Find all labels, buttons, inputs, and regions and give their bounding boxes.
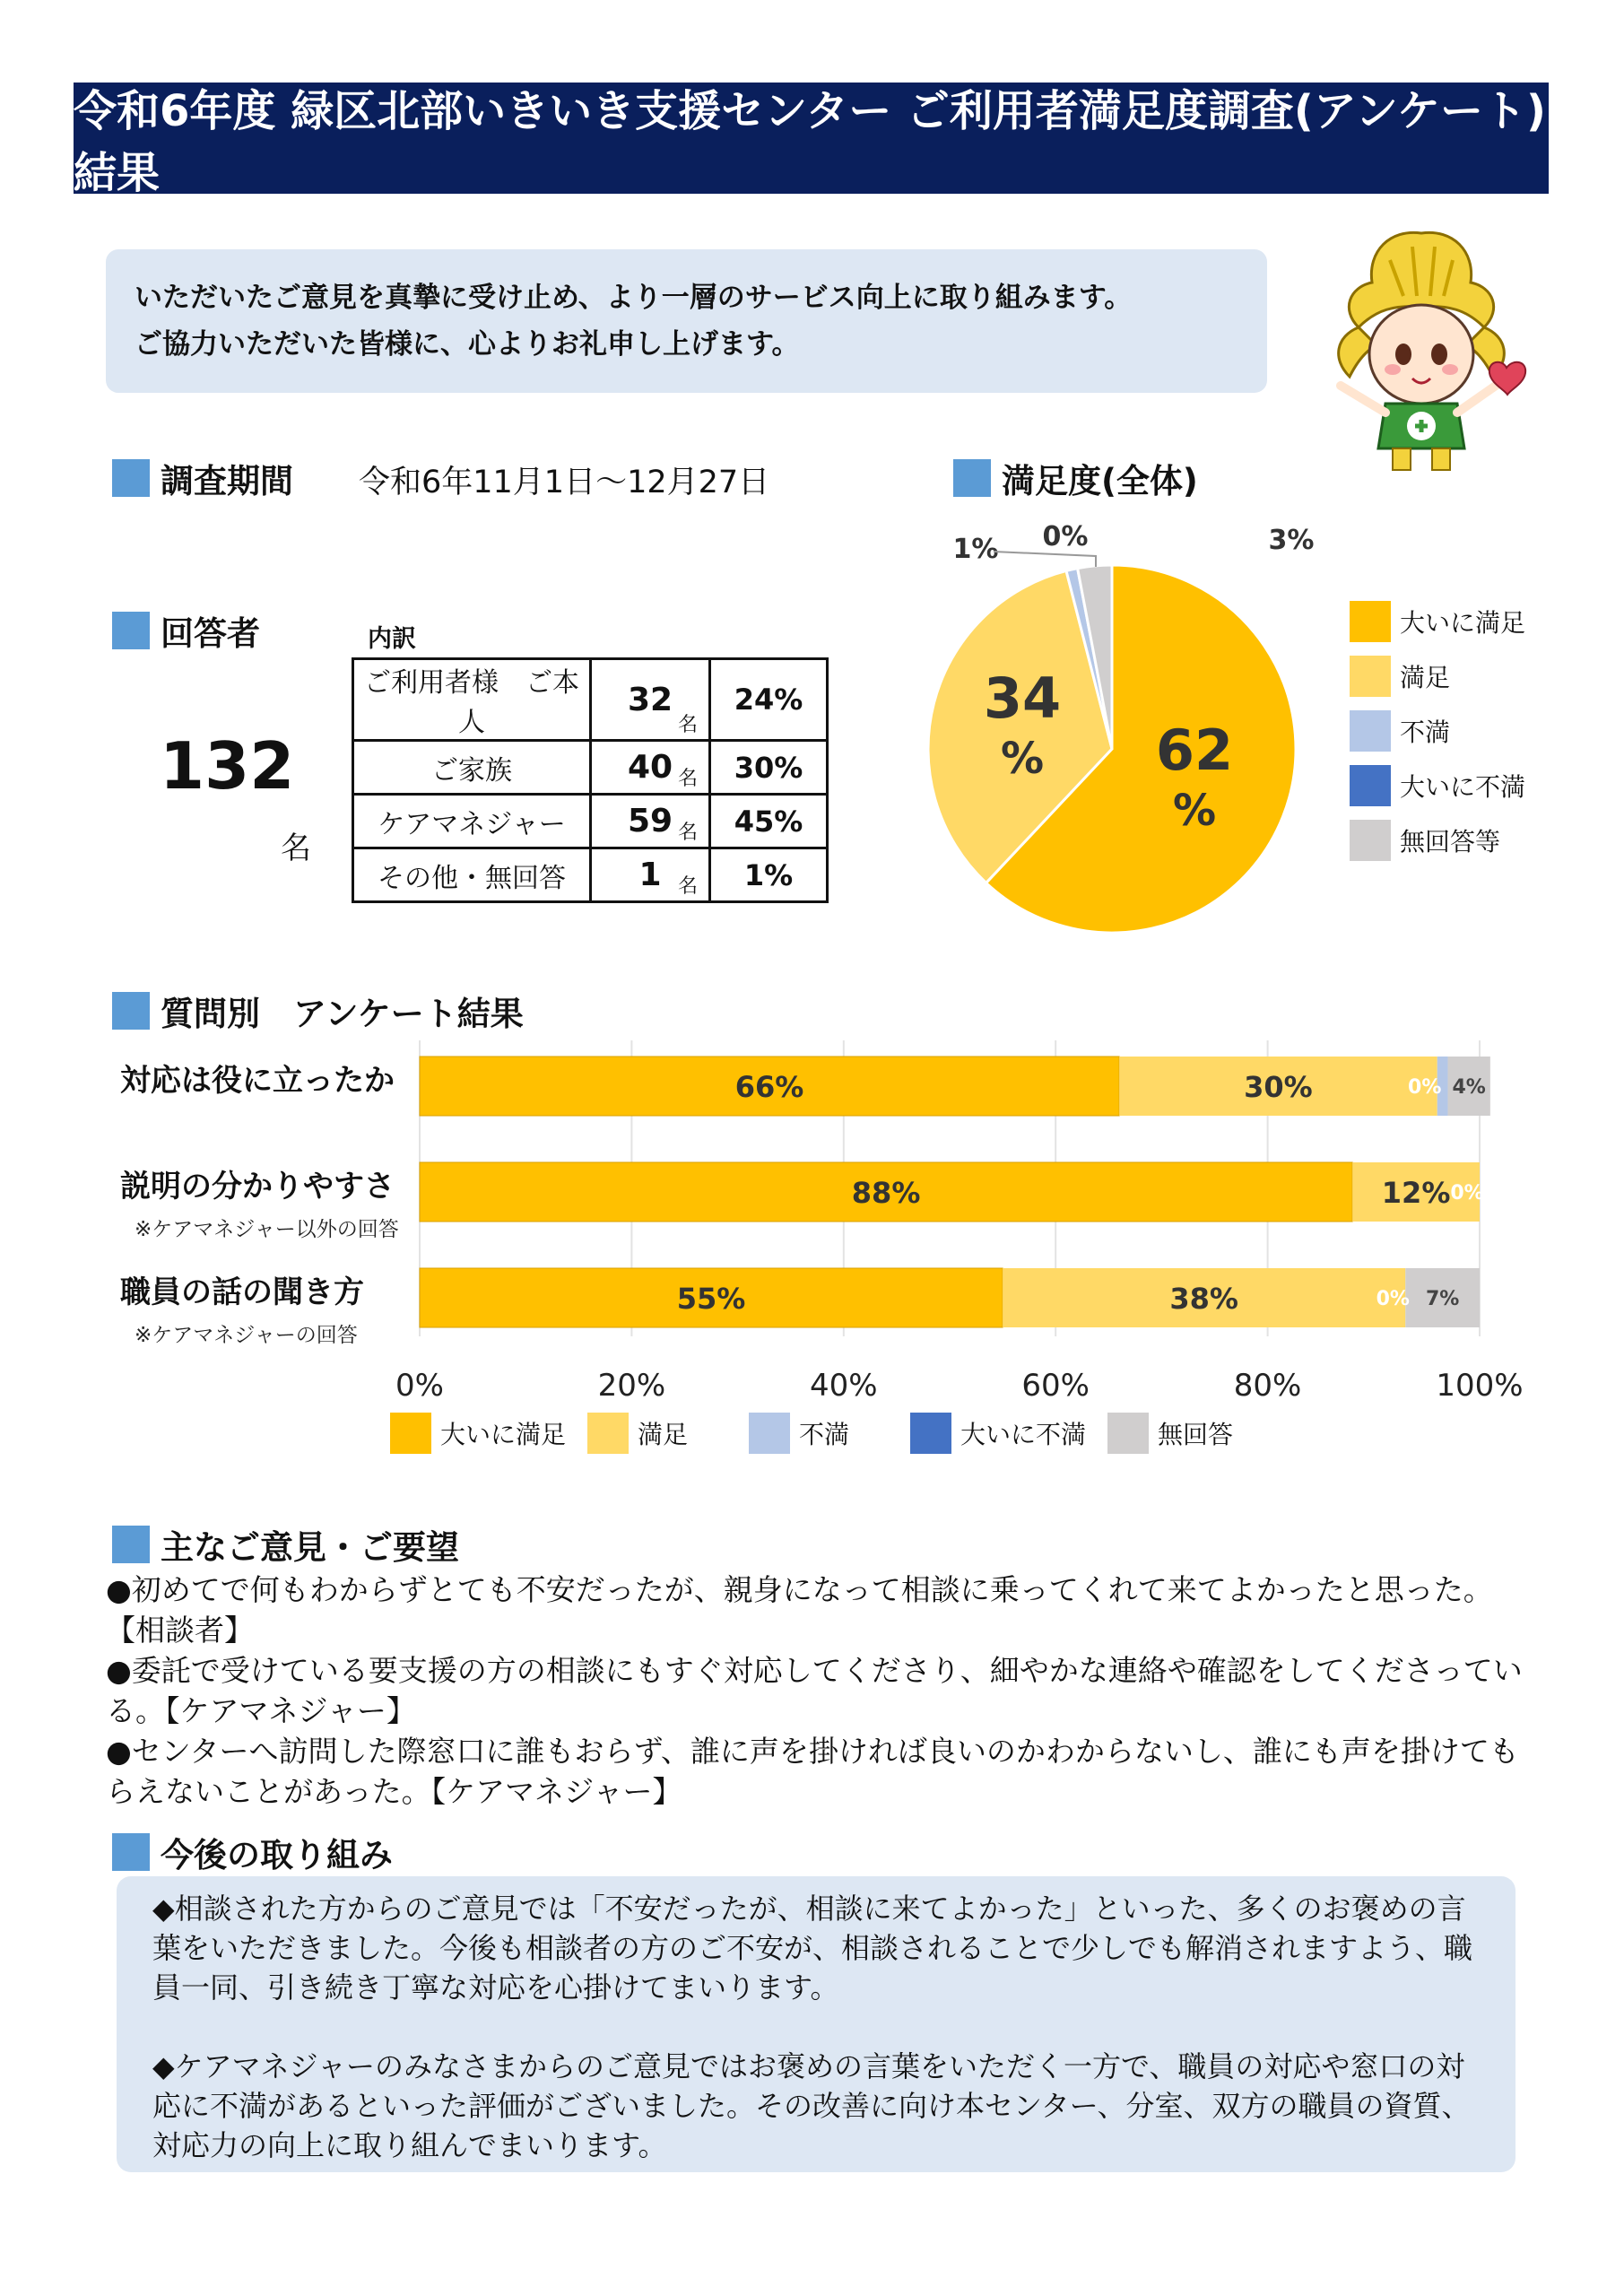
opinions-heading — [112, 1520, 459, 1569]
bar-legend — [390, 1413, 1269, 1454]
pie-heading — [953, 454, 1198, 502]
legend-item — [1350, 765, 1525, 806]
bar-data-label: 66% — [734, 1070, 804, 1104]
bar-data-label: 12% — [1381, 1176, 1451, 1210]
pie-label: % — [1172, 786, 1217, 836]
section-marker-icon — [112, 992, 150, 1030]
bar-heading-text: 質問別 アンケート結果 — [161, 995, 524, 1033]
category-label: 職員の話の聞き方 — [120, 1274, 364, 1310]
bar-data-label: 38% — [1169, 1282, 1238, 1316]
respondent-count-cell — [591, 848, 710, 902]
bar-data-label: 0% — [1408, 1076, 1442, 1099]
section-marker-icon — [112, 612, 150, 649]
opinion-item: ●委託で受けている要支援の方の相談にもすぐ対応してくださり、細やかな連絡や確認をしてくださっている。【ケアマネジャー】 — [106, 1653, 1523, 1728]
respondent-count: 59 — [627, 803, 673, 839]
category-label: 対応は役に立ったか — [120, 1063, 395, 1099]
legend-swatch — [1107, 1413, 1149, 1454]
legend-swatch — [1350, 601, 1391, 642]
bar-data-label: 0% — [1376, 1288, 1410, 1310]
respondents-row — [353, 659, 828, 741]
respondents-total-unit: 名 — [281, 831, 311, 866]
bar-data-label: 0% — [1450, 1182, 1484, 1205]
x-tick-label: 40% — [810, 1368, 878, 1404]
legend-label: 無回答 — [1158, 1420, 1234, 1449]
survey-period-heading — [112, 454, 293, 502]
question-bar-chart — [90, 1040, 1560, 1471]
pie-heading-text: 満足度(全体) — [1002, 462, 1198, 500]
respondents-table — [352, 657, 829, 903]
pie-label: % — [1000, 734, 1045, 784]
x-tick-label: 80% — [1233, 1368, 1302, 1404]
legend-item — [1350, 656, 1525, 697]
legend-swatch — [910, 1413, 951, 1454]
bar-data-label: 4% — [1452, 1076, 1486, 1099]
intro-box — [106, 249, 1267, 393]
legend-swatch — [587, 1413, 629, 1454]
x-tick-label: 20% — [597, 1368, 666, 1404]
legend-label: 大いに不満 — [1400, 772, 1526, 802]
legend-item — [1350, 710, 1525, 752]
category-label: 説明の分かりやすさ — [120, 1169, 395, 1205]
respondent-count-unit: 名 — [677, 875, 698, 898]
section-marker-icon — [112, 1833, 150, 1871]
opinions-heading-text: 主なご意見・ご要望 — [161, 1528, 459, 1567]
future-heading-text: 今後の取り組み — [161, 1836, 393, 1874]
pie-leader-line — [994, 552, 1096, 567]
legend-item — [749, 1413, 910, 1454]
respondent-count-unit: 名 — [677, 822, 698, 844]
section-marker-icon — [112, 459, 150, 497]
page-title-bar — [74, 83, 1549, 198]
respondent-count: 1 — [638, 857, 662, 893]
legend-label: 大いに不満 — [960, 1420, 1087, 1449]
intro-line-2: ご協力いただいた皆様に、心よりお礼申し上げます。 — [135, 328, 800, 361]
respondents-total: 132 — [160, 728, 295, 804]
respondent-count-cell — [591, 741, 710, 795]
respondent-count: 32 — [627, 681, 673, 718]
mascot-illustration — [1305, 224, 1538, 475]
mascot-face — [1369, 305, 1473, 404]
respondent-count-cell — [591, 795, 710, 848]
legend-swatch — [1350, 820, 1391, 861]
respondent-percent: 1% — [710, 848, 828, 902]
pie-legend — [1350, 601, 1525, 874]
respondent-percent: 45% — [710, 795, 828, 848]
opinion-item: ●センターへ訪問した際窓口に誰もおらず、誰に声を掛ければ良いのかわからないし、誰にも声を掛けてもらえないことがあった。【ケアマネジャー】 — [106, 1734, 1519, 1809]
respondent-type: ご家族 — [353, 741, 591, 795]
respondent-type: その他・無回答 — [353, 848, 591, 902]
survey-period-value: 令和6年11月1日～12月27日 — [359, 465, 770, 500]
section-marker-icon — [953, 459, 991, 497]
legend-swatch — [1350, 710, 1391, 752]
future-paragraph-2: ◆ケアマネジャーのみなさまからのご意見ではお褒めの言葉をいただく一方で、職員の対応や窓口の対応に不満があるといった評価がございました。その改善に向け本センター、分室、双方の職員の資質、対応力の向上に取り組んでまいります。 — [152, 2049, 1471, 2162]
legend-swatch — [1350, 765, 1391, 806]
legend-swatch — [1350, 656, 1391, 697]
pie-label: 62 — [1155, 718, 1234, 783]
respondent-count: 40 — [627, 749, 673, 786]
legend-swatch — [749, 1413, 790, 1454]
legend-item — [587, 1413, 749, 1454]
respondents-heading-text: 回答者 — [161, 614, 260, 653]
legend-label: 不満 — [1400, 718, 1451, 747]
respondents-heading — [112, 606, 260, 655]
future-box — [117, 1876, 1515, 2172]
bar-data-label: 7% — [1425, 1288, 1460, 1310]
intro-line-1: いただいたご意見を真摯に受け止め、より一層のサービス向上に取り組みます。 — [135, 282, 1133, 314]
future-paragraph-1: ◆相談された方からのご意見では「不安だったが、相談に来てよかった」といった、多くのお褒めの言葉をいただきました。今後も相談者の方のご不安が、相談されることで少しでも解消されますよう、職員一同、引き続き丁寧な対応を心掛けてまいります。 — [152, 1892, 1473, 2005]
respondent-type: ご利用者様 ご本人 — [353, 659, 591, 741]
pie-label: 34 — [983, 665, 1062, 731]
legend-label: 不満 — [799, 1420, 850, 1449]
x-tick-label: 0% — [395, 1368, 444, 1404]
pie-label: 1% — [952, 534, 999, 565]
respondent-percent: 24% — [710, 659, 828, 741]
legend-label: 満足 — [638, 1420, 689, 1449]
category-note: ※ケアマネジャー以外の回答 — [135, 1218, 399, 1241]
pie-label: 3% — [1268, 525, 1315, 556]
legend-item — [1350, 820, 1525, 861]
breakdown-label: 内訳 — [368, 625, 416, 653]
future-heading — [112, 1828, 393, 1876]
legend-item — [390, 1413, 587, 1454]
legend-item — [910, 1413, 1107, 1454]
respondents-row — [353, 795, 828, 848]
respondent-type: ケアマネジャー — [353, 795, 591, 848]
respondent-count-cell — [591, 659, 710, 741]
legend-swatch — [390, 1413, 431, 1454]
pie-label: 0% — [1042, 521, 1089, 552]
opinions-list — [106, 1570, 1532, 1812]
opinion-item: ●初めてで何もわからずとても不安だったが、親身になって相談に乗ってくれて来てよかったと思った。【相談者】 — [106, 1572, 1493, 1648]
x-tick-label: 100% — [1436, 1368, 1524, 1404]
x-tick-label: 60% — [1021, 1368, 1090, 1404]
respondents-row — [353, 848, 828, 902]
bar-data-label: 55% — [676, 1282, 746, 1316]
satisfaction-pie-chart — [897, 502, 1327, 951]
legend-label: 無回答等 — [1400, 827, 1501, 857]
respondent-percent: 30% — [710, 741, 828, 795]
legend-item — [1350, 601, 1525, 642]
legend-label: 大いに満足 — [1400, 608, 1526, 638]
bar-data-label: 88% — [851, 1176, 921, 1210]
legend-item — [1107, 1413, 1269, 1454]
section-marker-icon — [112, 1526, 150, 1563]
survey-period-heading-text: 調査期間 — [161, 462, 293, 500]
respondent-count-unit: 名 — [677, 768, 698, 790]
legend-label: 満足 — [1400, 663, 1451, 692]
page-title: 令和6年度 緑区北部いきいき支援センター ご利用者満足度調査(アンケート)結果 — [74, 86, 1546, 198]
bar-heading — [112, 987, 524, 1035]
legend-label: 大いに満足 — [440, 1420, 567, 1449]
category-note: ※ケアマネジャーの回答 — [135, 1324, 358, 1347]
respondent-count-unit: 名 — [677, 714, 698, 736]
bar-data-label: 30% — [1244, 1070, 1313, 1104]
respondents-row — [353, 741, 828, 795]
